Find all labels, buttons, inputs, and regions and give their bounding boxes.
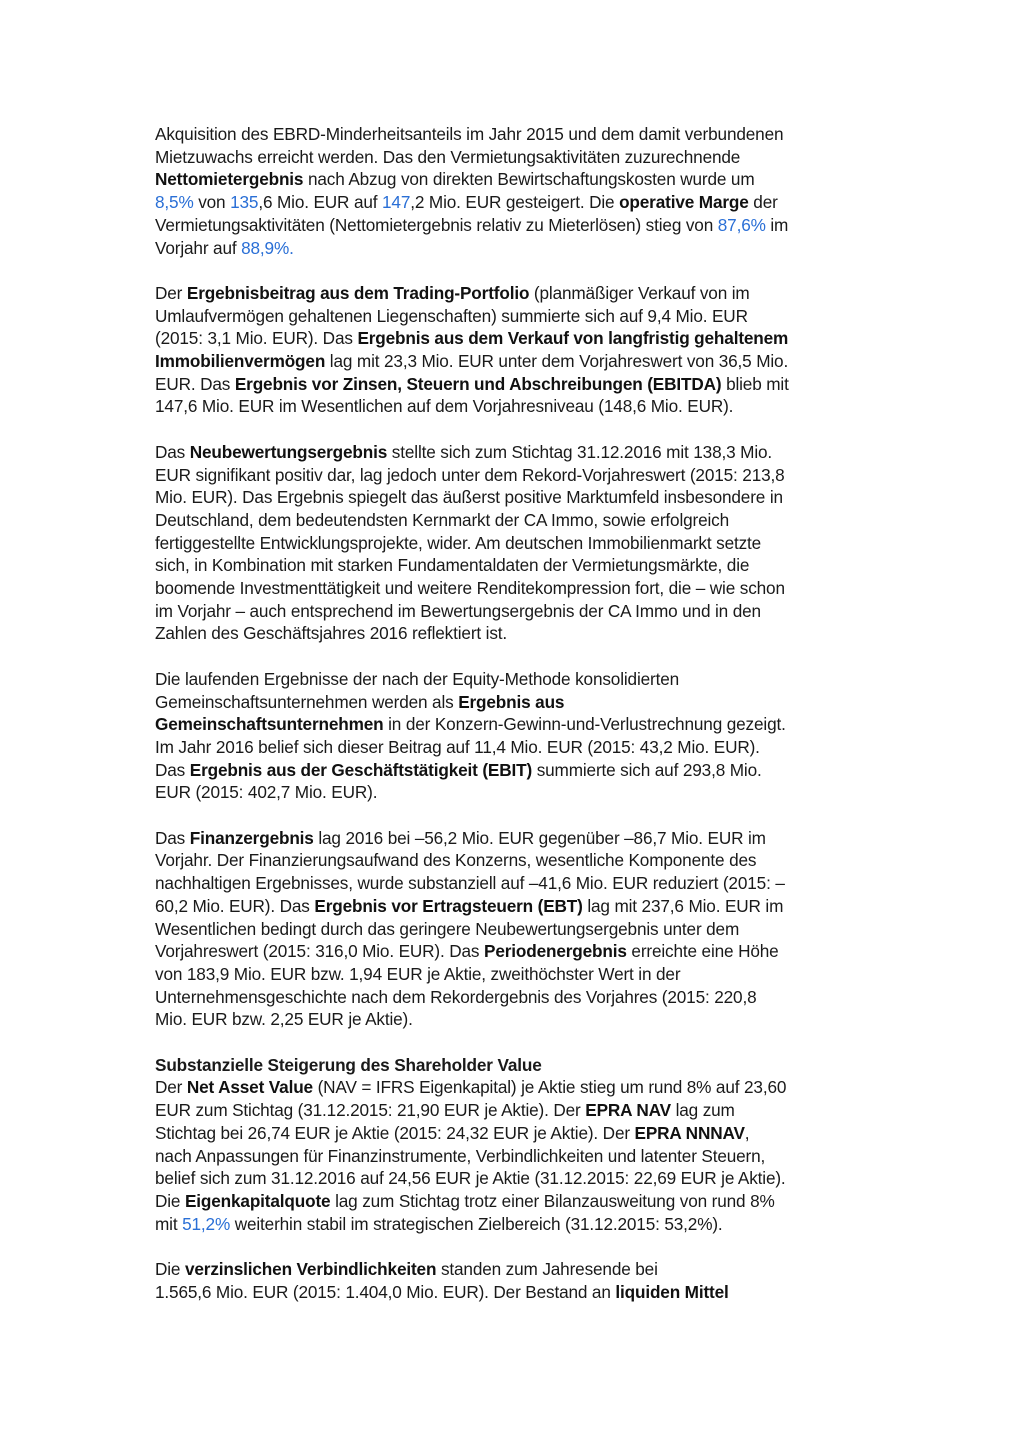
paragraph-shareholder-value [155, 1054, 885, 1236]
text-run: Der [155, 1077, 187, 1098]
bold-term: Neubewertungsergebnis [189, 441, 388, 462]
text-run: Wesentlichen bedingt durch das geringere Neubewertungsergebnis unter dem [155, 918, 740, 939]
text-run: Das [155, 759, 190, 780]
paragraph-revaluation [155, 441, 885, 645]
text-line [155, 237, 885, 260]
text-run: erreichte eine Höhe [626, 941, 779, 962]
highlighted-figure: 88,9%. [241, 237, 294, 258]
text-run: 1.565,6 Mio. EUR (2015: 1.404,0 Mio. EUR). Der Bestand an [155, 1281, 616, 1302]
text-line [155, 464, 885, 487]
text-line [155, 1099, 885, 1122]
text-run: ,2 Mio. EUR gesteigert. Die [410, 192, 620, 213]
highlighted-figure: 87,6% [717, 214, 766, 235]
paragraph-liabilities [155, 1258, 885, 1303]
highlighted-figure: 147 [382, 192, 411, 213]
text-line [155, 441, 885, 464]
section-heading: Substanzielle Steigerung des Shareholder Value [155, 1054, 542, 1075]
paragraph-joint-ventures [155, 668, 885, 804]
text-line [155, 1167, 885, 1190]
bold-term: Ergebnis vor Ertragsteuern (EBT) [314, 895, 583, 916]
text-run: EUR signifikant positiv dar, lag jedoch unter dem Rekord-Vorjahreswert (2015: 213,8 [155, 464, 785, 485]
text-line [155, 1281, 885, 1304]
text-run: Mio. EUR bzw. 2,25 EUR je Aktie). [155, 1009, 413, 1030]
text-run: Zahlen des Geschäftsjahres 2016 reflektiert ist. [155, 623, 508, 644]
text-run: von 183,9 Mio. EUR bzw. 1,94 EUR je Aktie, zweithöchster Wert in der [155, 963, 681, 984]
text-run: weiterhin stabil im strategischen Zielbereich (31.12.2015: 53,2%). [230, 1213, 723, 1234]
bold-term: Nettomietergebnis [155, 169, 304, 190]
text-line [155, 327, 885, 350]
bold-term: verzinslichen Verbindlichkeiten [184, 1259, 437, 1280]
text-run: stellte sich zum Stichtag 31.12.2016 mit 138,3 Mio. [387, 441, 773, 462]
text-run: , [744, 1122, 750, 1143]
text-run: lag zum [670, 1100, 735, 1121]
text-line [155, 305, 885, 328]
text-run: boomende Investmenttätigkeit und weitere Renditekompression fort, die – wie schon [155, 578, 785, 599]
text-line [155, 1213, 885, 1236]
text-run: Vorjahr auf [155, 237, 242, 258]
text-line [155, 532, 885, 555]
text-run: Mietzuwachs erreicht werden. Das den Vermietungsaktivitäten zuzurechnende [155, 146, 741, 167]
bold-term: Eigenkapitalquote [184, 1190, 331, 1211]
text-line [155, 668, 885, 691]
bold-term: Ergebnis aus dem Verkauf von langfristig gehaltenem [357, 328, 789, 349]
text-run: nach Abzug von direkten Bewirtschaftungskosten wurde um [303, 169, 755, 190]
text-line [155, 373, 885, 396]
text-run: ,6 Mio. EUR auf [258, 192, 383, 213]
bold-term: liquiden Mittel [615, 1281, 729, 1302]
text-run: Deutschland, dem bedeutendsten Kernmarkt der CA Immo, sowie erfolgreich [155, 509, 730, 530]
text-line [155, 214, 885, 237]
text-run: Die laufenden Ergebnisse der nach der Equity-Methode konsolidierten [155, 668, 680, 689]
bold-term: Gemeinschaftsunternehmen [155, 714, 384, 735]
text-line [155, 918, 885, 941]
text-line [155, 759, 885, 782]
text-line [155, 509, 885, 532]
text-run: im [765, 214, 789, 235]
text-run: in der Konzern-Gewinn-und-Verlustrechnung gezeigt. [383, 714, 786, 735]
text-run: lag mit 237,6 Mio. EUR im [582, 895, 784, 916]
text-run: (2015: 3,1 Mio. EUR). Das [155, 328, 358, 349]
text-run: Vorjahreswert (2015: 316,0 Mio. EUR). Das [155, 941, 484, 962]
text-run: EUR. Das [155, 373, 235, 394]
text-run: Die [155, 1190, 185, 1211]
document-page [155, 123, 885, 1326]
text-line [155, 123, 885, 146]
text-line [155, 282, 885, 305]
text-line [155, 191, 885, 214]
bold-term: Periodenergebnis [484, 941, 627, 962]
bold-term: operative Marge [619, 192, 749, 213]
text-run: lag zum Stichtag trotz einer Bilanzausweitung von rund 8% [330, 1190, 775, 1211]
text-run: standen zum Jahresende bei [436, 1259, 658, 1280]
text-line [155, 1190, 885, 1213]
bold-term: EPRA NAV [585, 1100, 671, 1121]
text-run: fertiggestellte Entwicklungsprojekte, wider. Am deutschen Immobilienmarkt setzte [155, 532, 762, 553]
text-run: sich, in Kombination mit starken Fundamentaldaten der Vermietungsmärkte, die [155, 555, 750, 576]
text-run: 60,2 Mio. EUR). Das [155, 895, 315, 916]
text-run: belief sich zum 31.12.2016 auf 24,56 EUR je Aktie (31.12.2015: 22,69 EUR je Aktie). [155, 1168, 786, 1189]
bold-term: Immobilienvermögen [155, 351, 326, 372]
text-run: Vermietungsaktivitäten (Nettomietergebnis relativ zu Mieterlösen) stieg von [155, 214, 718, 235]
text-line [155, 713, 885, 736]
text-run: EUR (2015: 402,7 Mio. EUR). [155, 782, 378, 803]
text-run: Der [155, 282, 187, 303]
text-run: EUR zum Stichtag (31.12.2015: 21,90 EUR je Aktie). Der [155, 1100, 586, 1121]
text-line [155, 940, 885, 963]
text-run: Gemeinschaftsunternehmen werden als [155, 691, 459, 712]
text-run: 147,6 Mio. EUR im Wesentlichen auf dem Vorjahresniveau (148,6 Mio. EUR). [155, 396, 734, 417]
text-run: Akquisition des EBRD-Minderheitsanteils im Jahr 2015 und dem damit verbundenen [155, 124, 784, 144]
bold-term: Ergebnis vor Zinsen, Steuern und Abschreibungen (EBITDA) [234, 373, 722, 394]
text-run: blieb mit [721, 373, 789, 394]
text-line [155, 1076, 885, 1099]
paragraph-financial-result [155, 827, 885, 1031]
text-run: Umlaufvermögen gehaltenen Liegenschaften) summierte sich auf 9,4 Mio. EUR [155, 305, 748, 326]
text-line [155, 1258, 885, 1281]
text-run: Unternehmensgeschichte nach dem Rekordergebnis des Vorjahres (2015: 220,8 [155, 986, 757, 1007]
text-run: von [193, 192, 231, 213]
text-line [155, 963, 885, 986]
text-line [155, 1145, 885, 1168]
text-run: summierte sich auf 293,8 Mio. [532, 759, 762, 780]
text-run: Die [155, 1259, 185, 1280]
text-run: Das [155, 827, 190, 848]
text-run: Das [155, 441, 190, 462]
text-run: mit [155, 1213, 183, 1234]
text-line [155, 895, 885, 918]
text-line [155, 554, 885, 577]
text-line [155, 486, 885, 509]
paragraph-trading-portfolio [155, 282, 885, 418]
text-line [155, 1122, 885, 1145]
text-run: lag mit 23,3 Mio. EUR unter dem Vorjahreswert von 36,5 Mio. [325, 351, 789, 372]
text-run: lag 2016 bei –56,2 Mio. EUR gegenüber –86,7 Mio. EUR im [313, 827, 766, 848]
text-line [155, 849, 885, 872]
text-run: Vorjahr. Der Finanzierungsaufwand des Konzerns, wesentliche Komponente des [155, 850, 757, 871]
text-line [155, 395, 885, 418]
text-run: Mio. EUR). Das Ergebnis spiegelt das äußerst positive Marktumfeld insbesondere in [155, 487, 783, 508]
text-line [155, 350, 885, 373]
paragraph-rental-results [155, 123, 885, 259]
bold-term: Net Asset Value [186, 1077, 313, 1098]
bold-term: Finanzergebnis [189, 827, 314, 848]
text-line [155, 1008, 885, 1031]
text-line [155, 622, 885, 645]
text-line [155, 827, 885, 850]
text-run: (NAV = IFRS Eigenkapital) je Aktie stieg um rund 8% auf 23,60 [312, 1077, 787, 1098]
highlighted-figure: 8,5% [155, 192, 194, 213]
text-line [155, 986, 885, 1009]
text-line [155, 146, 885, 169]
text-run: nachhaltigen Ergebnisses, wurde substanziell auf –41,6 Mio. EUR reduziert (2015: – [155, 873, 785, 894]
text-run: nach Anpassungen für Finanzinstrumente, Verbindlichkeiten und latenter Steuern, [155, 1145, 766, 1166]
text-line [155, 577, 885, 600]
highlighted-figure: 51,2% [182, 1213, 231, 1234]
text-run: Im Jahr 2016 belief sich dieser Beitrag auf 11,4 Mio. EUR (2015: 43,2 Mio. EUR). [155, 736, 760, 757]
text-run: Stichtag bei 26,74 EUR je Aktie (2015: 24,32 EUR je Aktie). Der [155, 1122, 635, 1143]
bold-term: Ergebnisbeitrag aus dem Trading-Portfolio [186, 282, 530, 303]
bold-term: Ergebnis aus der Geschäftstätigkeit (EBIT) [189, 759, 533, 780]
text-run: (planmäßiger Verkauf von im [529, 282, 750, 303]
text-line [155, 691, 885, 714]
text-line [155, 736, 885, 759]
text-run: der [748, 192, 778, 213]
bold-term: EPRA NNNAV [634, 1122, 745, 1143]
text-line [155, 781, 885, 804]
text-line [155, 600, 885, 623]
highlighted-figure: 135 [230, 192, 259, 213]
text-line [155, 872, 885, 895]
text-line [155, 168, 885, 191]
text-run: im Vorjahr – auch entsprechend im Bewertungsergebnis der CA Immo und in den [155, 600, 761, 621]
bold-term: Ergebnis aus [458, 691, 565, 712]
